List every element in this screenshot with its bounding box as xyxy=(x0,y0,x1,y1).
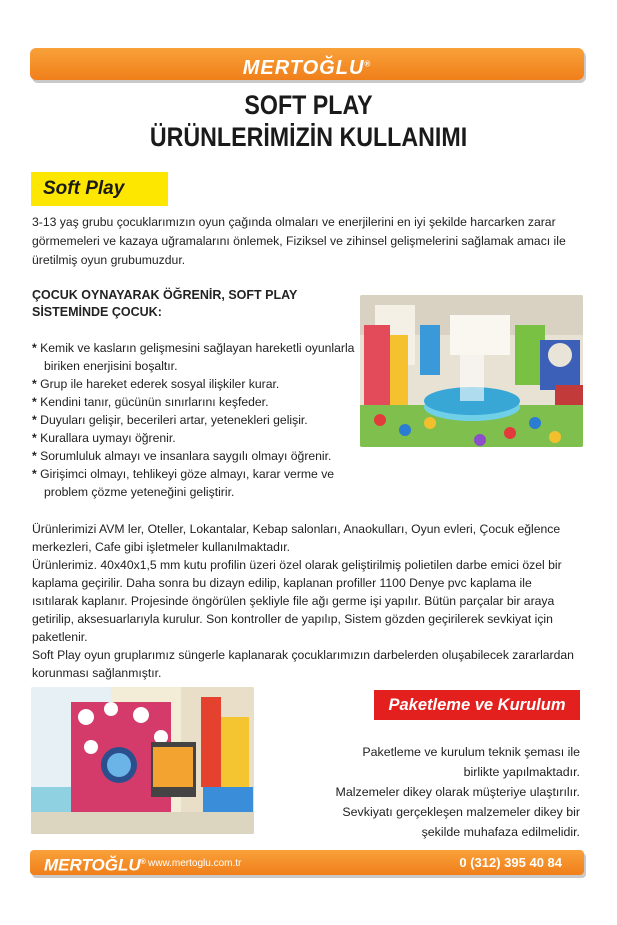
footer-brand: MERTOĞLU® xyxy=(44,855,146,875)
playground-photo xyxy=(360,295,583,447)
soft-play-tag: Soft Play xyxy=(31,172,168,206)
page-title-line1: SOFT PLAY xyxy=(244,90,373,120)
header-bar xyxy=(30,48,584,80)
subheading: ÇOCUK OYNAYARAK ÖĞRENİR, SOFT PLAY SİSTEMİNDE ÇOCUK: xyxy=(32,288,298,319)
footer-bar xyxy=(30,850,584,875)
list-item: * Grup ile hareket ederek sosyal ilişkiler kurar. xyxy=(32,375,362,393)
paketleme-tag: Paketleme ve Kurulum xyxy=(374,690,580,720)
list-item: * Kemik ve kasların gelişmesini sağlayan hareketli oyunlarla biriken enerjisini boşaltır. xyxy=(32,339,362,375)
list-item: * Kendini tanır, gücünün sınırlarını keşfeder. xyxy=(32,393,362,411)
benefit-list xyxy=(32,339,362,501)
footer-phone: 0 (312) 395 40 84 xyxy=(459,855,562,870)
playground-photo-2 xyxy=(31,687,254,834)
header-brand: MERTOĞLU® xyxy=(242,56,372,79)
list-item: * Duyuları gelişir, becerileri artar, yetenekleri gelişir. xyxy=(32,411,362,429)
paketleme-text: Paketleme ve kurulum teknik şeması ile birlikte yapılmaktadır. Malzemeler dikey olarak müşteriye ulaştırılır. Sevkiyatı gerçekleşen malzemeler dikey bir şekilde muhafaza edilmelidir. xyxy=(335,745,580,839)
body-paragraphs: Ürünlerimizi AVM ler, Oteller, Lokantalar, Kebap salonları, Anaokulları, Oyun evleri, Çocuk eğlence merkezleri, Cafe gibi işletmeler kullanılmaktadır. Ürünlerimiz. 40x40x1,5 mm kutu profilin üzeri özel olarak geliştirilmiş polietilen darbe emici özel bir kaplama geçirilir. Daha sonra bu dizayn edilip, kaplanan profiller 1100 Denye pvc kaplama ile ısıtılarak kaplanır. Projesinde öngörülen şekliyle file ağı germe işi yapılır. Bütün parçalar bir araya getirilip, aksesuarlarıyla kurulur. Son kontroller de yapılıp, Sistem gözden geçirilerek sevkiyat için paketlenir. Soft Play oyun gruplarımız süngerle kaplanarak çocuklarımızın darbelerden oluşabilecek zararlardan korunması sağlanmıştır. xyxy=(32,522,574,680)
page-title-line2: ÜRÜNLERİMİZİN KULLANIMI xyxy=(149,122,468,152)
footer-url[interactable]: www.mertoglu.com.tr xyxy=(148,858,242,869)
list-item: * Sorumluluk almayı ve insanlara saygılı olmayı öğrenir. xyxy=(32,447,362,465)
list-item: * Kurallara uymayı öğrenir. xyxy=(32,429,362,447)
intro-paragraph: 3-13 yaş grubu çocuklarımızın oyun çağında olmaları ve enerjilerini en iyi şekilde harcarken zarar görmemeleri ve kazaya uğramalarını önlemek, Fiziksel ve zihinsel gelişmelerini sağlamak amacı ile üretilmiş oyun grubumuzdur. xyxy=(32,215,566,267)
list-item: * Girişimci olmayı, tehlikeyi göze almayı, karar verme ve problem çözme yeteneğini geliştirir. xyxy=(32,465,362,501)
